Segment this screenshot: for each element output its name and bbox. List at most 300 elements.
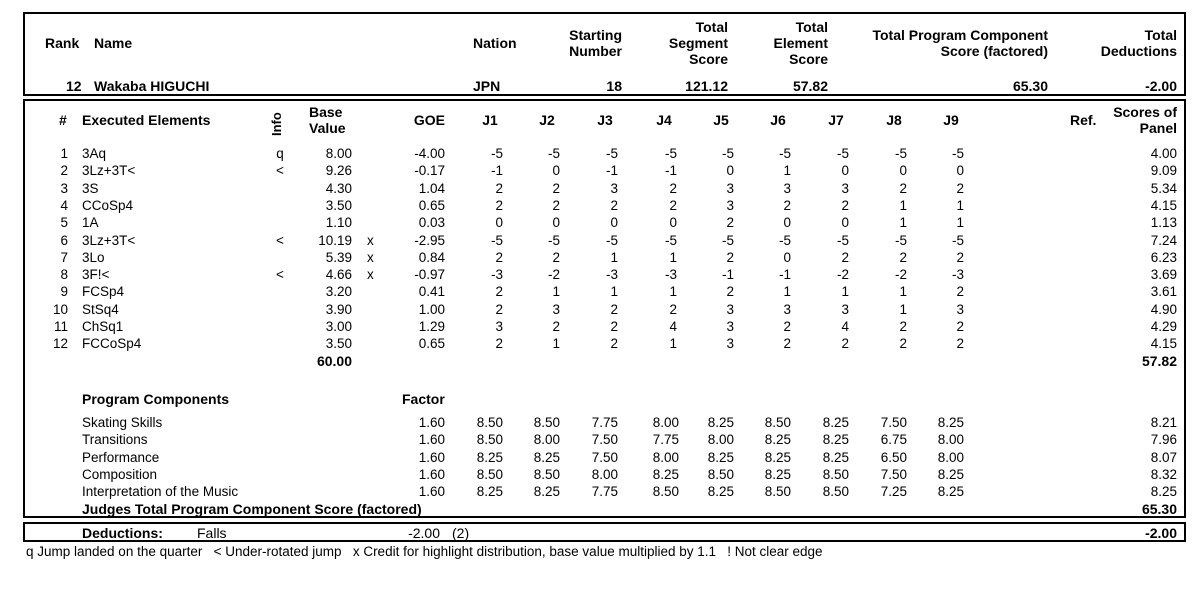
- component-judge-j5: 8.25: [707, 415, 734, 430]
- panel-elements-total: 57.82: [1141, 353, 1177, 369]
- element-goe: 0.03: [418, 215, 445, 231]
- element-base-value: 8.00: [325, 146, 352, 161]
- base-value-label: [309, 104, 346, 136]
- element-panel-score: 7.24: [1150, 232, 1177, 248]
- component-judge-j5: 8.50: [707, 466, 734, 482]
- element-bonus-x: x: [367, 267, 374, 283]
- element-judge-j5: 2: [726, 249, 734, 265]
- element-judge-j9: -5: [951, 146, 964, 161]
- element-judge-j3: 1: [610, 284, 618, 300]
- panel-line2: Panel: [1139, 120, 1177, 136]
- element-judge-j8: 2: [899, 249, 907, 265]
- element-judge-j1: 2: [495, 180, 503, 196]
- total-pcs-value: 65.30: [1012, 78, 1048, 94]
- element-panel-score: 3.69: [1150, 267, 1177, 283]
- component-judge-j8: 7.50: [880, 415, 907, 430]
- element-name: ChSq1: [82, 319, 124, 334]
- element-judge-j5: 0: [726, 163, 734, 179]
- element-judge-j5: 3: [726, 336, 734, 352]
- element-panel-score: 9.09: [1150, 163, 1177, 179]
- element-judge-j6: -5: [778, 232, 791, 248]
- element-judge-j4: 0: [669, 215, 677, 231]
- element-judge-j2: 0: [552, 215, 560, 231]
- component-judge-j2: 8.50: [533, 466, 560, 482]
- total-segment-score-label: [640, 19, 728, 67]
- component-row: [0, 431, 1200, 448]
- component-judge-j7: 8.25: [822, 432, 849, 448]
- element-name: StSq4: [82, 301, 119, 317]
- element-judge-j8: -5: [894, 146, 907, 161]
- component-judge-j9: 8.00: [937, 449, 964, 465]
- element-number: 6: [60, 232, 68, 248]
- element-judge-j9: 2: [956, 180, 964, 196]
- element-number: 7: [60, 249, 68, 265]
- component-judge-j5: 8.25: [707, 449, 734, 465]
- element-row: [0, 214, 1200, 231]
- element-judge-j5: 3: [726, 197, 734, 213]
- component-judge-j6: 8.25: [764, 449, 791, 465]
- tes-line2: Element: [773, 35, 828, 51]
- component-panel-score: 8.21: [1150, 415, 1177, 430]
- component-judge-j1: 8.25: [476, 449, 503, 465]
- element-judge-j8: 2: [899, 319, 907, 334]
- element-number: 9: [60, 284, 68, 300]
- element-row: [0, 283, 1200, 300]
- judge-header-j6: J6: [770, 112, 786, 128]
- element-judge-j3: -1: [605, 163, 618, 179]
- element-number: 1: [60, 146, 68, 161]
- tes-line3: Score: [789, 51, 828, 67]
- element-name: 3S: [82, 180, 99, 196]
- element-judge-j7: 0: [841, 215, 849, 231]
- component-judge-j8: 6.75: [880, 432, 907, 448]
- element-judge-j5: 3: [726, 301, 734, 317]
- judge-header-j5: J5: [713, 112, 729, 128]
- total-deductions-label: [1070, 27, 1177, 59]
- element-panel-score: 4.00: [1150, 146, 1177, 161]
- component-judge-j9: 8.25: [937, 415, 964, 430]
- component-judge-j5: 8.00: [707, 432, 734, 448]
- element-judge-j8: 2: [899, 180, 907, 196]
- component-judge-j6: 8.25: [764, 466, 791, 482]
- element-judge-j6: 3: [783, 180, 791, 196]
- element-judge-j8: 1: [899, 197, 907, 213]
- component-panel-score: 8.25: [1150, 484, 1177, 500]
- judge-header-j7: J7: [828, 112, 844, 128]
- element-judge-j3: 1: [610, 249, 618, 265]
- component-name: Transitions: [82, 432, 148, 448]
- element-row: [0, 197, 1200, 214]
- element-judge-j8: -2: [894, 267, 907, 283]
- element-judge-j6: 1: [783, 284, 791, 300]
- starting-number-label: [540, 27, 622, 59]
- tss-line3: Score: [689, 51, 728, 67]
- element-judge-j3: 2: [610, 301, 618, 317]
- element-judge-j9: 3: [956, 301, 964, 317]
- element-judge-j3: -3: [605, 267, 618, 283]
- element-goe: 0.65: [418, 336, 445, 352]
- component-judge-j4: 7.75: [652, 432, 679, 448]
- element-judge-j7: 3: [841, 301, 849, 317]
- component-judge-j7: 8.50: [822, 484, 849, 500]
- base-line1: Base: [309, 104, 343, 120]
- component-judge-j6: 8.50: [764, 415, 791, 430]
- component-judge-j7: 8.50: [822, 466, 849, 482]
- element-judge-j3: 0: [610, 215, 618, 231]
- element-base-value: 5.39: [325, 249, 352, 265]
- element-judge-j4: -5: [664, 232, 677, 248]
- judge-header-j9: J9: [943, 112, 959, 128]
- component-judge-j1: 8.50: [476, 415, 503, 430]
- element-judge-j1: 2: [495, 249, 503, 265]
- element-row: [0, 162, 1200, 179]
- element-judge-j4: 1: [669, 336, 677, 352]
- element-judge-j7: -5: [836, 146, 849, 161]
- element-judge-j1: 3: [495, 319, 503, 334]
- element-judge-j9: -5: [951, 232, 964, 248]
- element-judge-j6: 2: [783, 197, 791, 213]
- element-judge-j9: 2: [956, 319, 964, 334]
- deduction-type: Falls: [197, 525, 227, 541]
- element-judge-j2: 2: [552, 249, 560, 265]
- element-judge-j2: 2: [552, 319, 560, 334]
- element-judge-j4: 2: [669, 197, 677, 213]
- element-name: FCCoSp4: [82, 336, 142, 352]
- pcs-line2: Score (factored): [940, 43, 1048, 59]
- component-judge-j1: 8.50: [476, 432, 503, 448]
- element-judge-j6: -1: [778, 267, 791, 283]
- component-judge-j1: 8.25: [476, 484, 503, 500]
- element-judge-j6: 0: [783, 215, 791, 231]
- element-number: 12: [52, 336, 68, 352]
- element-info: q: [276, 146, 284, 161]
- tes-line1: Total: [795, 19, 828, 35]
- element-number: 11: [53, 319, 68, 334]
- component-row: [0, 466, 1200, 483]
- element-judge-j1: -5: [490, 146, 503, 161]
- component-panel-score: 7.96: [1150, 432, 1177, 448]
- element-judge-j4: -1: [664, 163, 677, 179]
- element-judge-j6: 2: [783, 319, 791, 334]
- element-judge-j5: 3: [726, 180, 734, 196]
- element-base-value: 10.19: [318, 232, 352, 248]
- executed-elements-label: Executed Elements: [82, 112, 211, 128]
- element-number: 3: [60, 180, 68, 196]
- element-judge-j7: 1: [841, 284, 849, 300]
- element-judge-j7: -2: [836, 267, 849, 283]
- component-judge-j2: 8.50: [533, 415, 560, 430]
- element-judge-j7: 0: [841, 163, 849, 179]
- deductions-total: -2.00: [1145, 525, 1177, 541]
- nation-label: Nation: [473, 35, 517, 51]
- component-judge-j7: 8.25: [822, 449, 849, 465]
- element-name: 3Lz+3T<: [82, 232, 136, 248]
- total-element-score-label: [740, 19, 828, 67]
- element-judge-j1: 2: [495, 284, 503, 300]
- ref-col-label: Ref.: [1070, 112, 1097, 128]
- component-name: Interpretation of the Music: [82, 484, 239, 500]
- component-judge-j4: 8.25: [652, 466, 679, 482]
- element-goe: 0.65: [418, 197, 445, 213]
- element-judge-j5: -5: [721, 146, 734, 161]
- element-judge-j5: -5: [721, 232, 734, 248]
- component-judge-j4: 8.50: [652, 484, 679, 500]
- pcs-line1: Total Program Component: [872, 27, 1048, 43]
- element-name: 1A: [82, 215, 99, 231]
- element-judge-j2: 1: [552, 336, 560, 352]
- element-number: 2: [60, 163, 68, 179]
- element-judge-j1: -5: [490, 232, 503, 248]
- element-judge-j2: 0: [552, 163, 560, 179]
- judge-header-j3: J3: [597, 112, 613, 128]
- element-judge-j3: 2: [610, 336, 618, 352]
- element-panel-score: 4.15: [1150, 197, 1177, 213]
- element-judge-j8: 2: [899, 336, 907, 352]
- element-judge-j3: -5: [605, 232, 618, 248]
- element-judge-j1: 0: [495, 215, 503, 231]
- element-row: [0, 249, 1200, 266]
- element-judge-j5: 3: [726, 319, 734, 334]
- element-judge-j8: 1: [899, 215, 907, 231]
- num-col-label: #: [59, 112, 67, 128]
- element-judge-j4: -3: [664, 267, 677, 283]
- element-goe: 1.29: [418, 319, 445, 334]
- component-factor: 1.60: [418, 484, 445, 500]
- component-factor: 1.60: [418, 449, 445, 465]
- element-judge-j8: -5: [894, 232, 907, 248]
- element-goe: -0.97: [414, 267, 445, 283]
- element-number: 4: [60, 197, 68, 213]
- element-judge-j5: -1: [721, 267, 734, 283]
- component-row: [0, 483, 1200, 500]
- element-judge-j6: 2: [783, 336, 791, 352]
- component-judge-j3: 8.00: [591, 466, 618, 482]
- component-judge-j3: 7.75: [591, 484, 618, 500]
- goe-col-label: GOE: [413, 112, 445, 128]
- element-name: 3F!<: [82, 267, 110, 283]
- judge-header-j1: J1: [482, 112, 498, 128]
- element-name: 3Lo: [82, 249, 105, 265]
- component-judge-j5: 8.25: [707, 484, 734, 500]
- element-base-value: 4.30: [325, 180, 352, 196]
- element-judge-j8: 1: [899, 284, 907, 300]
- element-panel-score: 1.13: [1150, 215, 1177, 231]
- element-judge-j2: -5: [547, 232, 560, 248]
- element-base-value: 4.66: [325, 267, 352, 283]
- element-judge-j7: 2: [841, 197, 849, 213]
- element-name: 3Lz+3T<: [82, 163, 136, 179]
- element-name: CCoSp4: [82, 197, 134, 213]
- component-factor: 1.60: [418, 415, 445, 430]
- starting-number-value: 18: [606, 78, 622, 94]
- element-base-value: 3.20: [325, 284, 352, 300]
- element-judge-j1: 2: [495, 336, 503, 352]
- element-judge-j4: 1: [669, 249, 677, 265]
- element-number: 8: [60, 267, 68, 283]
- judges-total-pcs-value: 65.30: [1141, 501, 1177, 517]
- program-components-title: Program Components: [82, 391, 230, 407]
- component-judge-j8: 7.50: [880, 466, 907, 482]
- element-judge-j3: 3: [610, 180, 618, 196]
- component-name: Skating Skills: [82, 415, 163, 430]
- total-deductions-value: -2.00: [1145, 78, 1177, 94]
- total-element-score-value: 57.82: [792, 78, 828, 94]
- panel-line1: Scores of: [1113, 104, 1177, 120]
- starting-label-line1: Starting: [569, 27, 622, 43]
- element-judge-j7: -5: [836, 232, 849, 248]
- component-judge-j2: 8.25: [533, 484, 560, 500]
- component-judge-j8: 6.50: [880, 449, 907, 465]
- element-row: [0, 318, 1200, 335]
- element-judge-j4: -5: [664, 146, 677, 161]
- component-judge-j6: 8.50: [764, 484, 791, 500]
- element-judge-j7: 3: [841, 180, 849, 196]
- element-info: <: [276, 232, 284, 248]
- element-number: 10: [52, 301, 68, 317]
- ded-line2: Deductions: [1100, 43, 1177, 59]
- element-base-value: 9.26: [325, 163, 352, 179]
- element-judge-j7: 2: [841, 336, 849, 352]
- component-factor: 1.60: [418, 432, 445, 448]
- ded-line1: Total: [1144, 27, 1177, 43]
- element-row: [0, 180, 1200, 197]
- element-panel-score: 4.90: [1150, 301, 1177, 317]
- component-judge-j4: 8.00: [652, 449, 679, 465]
- judge-header-j2: J2: [539, 112, 555, 128]
- element-judge-j4: 2: [669, 180, 677, 196]
- element-judge-j7: 2: [841, 249, 849, 265]
- legend-text: q Jump landed on the quarter < Under-rotated jump x Credit for highlight distribution, base value multiplied by 1.1 ! Not clear edge: [26, 544, 823, 559]
- element-judge-j1: -1: [490, 163, 503, 179]
- element-info: <: [276, 163, 284, 179]
- element-judge-j4: 2: [669, 301, 677, 317]
- total-segment-score-value: 121.12: [685, 78, 728, 94]
- element-judge-j2: 3: [552, 301, 560, 317]
- component-name: Composition: [82, 466, 158, 482]
- element-judge-j9: 0: [956, 163, 964, 179]
- base-value-total: 60.00: [316, 353, 352, 369]
- component-factor: 1.60: [418, 466, 445, 482]
- component-panel-score: 8.32: [1150, 466, 1177, 482]
- element-row: [0, 232, 1200, 249]
- element-judge-j4: 1: [669, 284, 677, 300]
- element-base-value: 3.00: [325, 319, 352, 334]
- rank-value: 12: [66, 78, 82, 94]
- element-goe: -2.95: [414, 232, 445, 248]
- deduction-count: (2): [452, 525, 470, 541]
- component-name: Performance: [82, 449, 160, 465]
- element-goe: 0.84: [418, 249, 445, 265]
- element-judge-j3: 2: [610, 319, 618, 334]
- element-row: [0, 301, 1200, 318]
- element-panel-score: 3.61: [1150, 284, 1177, 300]
- judge-header-j8: J8: [886, 112, 902, 128]
- element-bonus-x: x: [367, 232, 374, 248]
- component-judge-j1: 8.50: [476, 466, 503, 482]
- element-judge-j6: 0: [783, 249, 791, 265]
- tss-line2: Segment: [668, 35, 728, 51]
- component-judge-j3: 7.50: [591, 432, 618, 448]
- judge-header-j4: J4: [656, 112, 672, 128]
- element-judge-j3: 2: [610, 197, 618, 213]
- element-judge-j1: 2: [495, 197, 503, 213]
- component-judge-j7: 8.25: [822, 415, 849, 430]
- starting-label-line2: Number: [569, 43, 622, 59]
- element-judge-j9: 1: [956, 197, 964, 213]
- element-row: [0, 266, 1200, 283]
- element-judge-j2: 2: [552, 197, 560, 213]
- component-judge-j2: 8.25: [533, 449, 560, 465]
- element-row: [0, 145, 1200, 162]
- element-panel-score: 4.29: [1150, 319, 1177, 334]
- element-judge-j5: 2: [726, 284, 734, 300]
- element-judge-j2: -5: [547, 146, 560, 161]
- element-judge-j3: -5: [605, 146, 618, 161]
- element-judge-j9: -3: [951, 267, 964, 283]
- component-judge-j8: 7.25: [880, 484, 907, 500]
- component-judge-j9: 8.00: [937, 432, 964, 448]
- info-col-label: Info: [269, 112, 284, 136]
- element-judge-j6: 1: [783, 163, 791, 179]
- element-base-value: 3.50: [325, 336, 352, 352]
- scores-of-panel-label: [1090, 104, 1177, 136]
- element-judge-j2: 2: [552, 180, 560, 196]
- element-judge-j6: 3: [783, 301, 791, 317]
- deduction-value: -2.00: [408, 525, 440, 541]
- element-goe: 0.41: [418, 284, 445, 300]
- component-judge-j2: 8.00: [533, 432, 560, 448]
- name-label: Name: [94, 35, 133, 51]
- element-judge-j9: 2: [956, 249, 964, 265]
- element-judge-j8: 1: [899, 301, 907, 317]
- element-judge-j9: 2: [956, 336, 964, 352]
- element-name: 3Aq: [82, 146, 107, 161]
- element-bonus-x: x: [367, 249, 374, 265]
- element-judge-j1: -3: [490, 267, 503, 283]
- component-judge-j9: 8.25: [937, 466, 964, 482]
- element-goe: 1.04: [418, 180, 445, 196]
- element-judge-j1: 2: [495, 301, 503, 317]
- tss-line1: Total: [695, 19, 728, 35]
- deductions-label: Deductions:: [82, 525, 163, 541]
- component-row: [0, 414, 1200, 431]
- element-judge-j6: -5: [778, 146, 791, 161]
- element-panel-score: 4.15: [1150, 336, 1177, 352]
- element-panel-score: 6.23: [1150, 249, 1177, 265]
- element-judge-j2: 1: [552, 284, 560, 300]
- component-judge-j6: 8.25: [764, 432, 791, 448]
- element-base-value: 1.10: [325, 215, 352, 231]
- nation-value: JPN: [473, 78, 501, 94]
- component-judge-j3: 7.50: [591, 449, 618, 465]
- element-judge-j2: -2: [547, 267, 560, 283]
- element-goe: -4.00: [414, 146, 445, 161]
- element-judge-j9: 1: [956, 215, 964, 231]
- component-panel-score: 8.07: [1150, 449, 1177, 465]
- component-judge-j3: 7.75: [591, 415, 618, 430]
- element-number: 5: [60, 215, 68, 231]
- element-row: [0, 335, 1200, 352]
- judges-total-pcs-label: Judges Total Program Component Score (factored): [82, 501, 422, 517]
- base-line2: Value: [309, 120, 346, 136]
- element-judge-j4: 4: [669, 319, 677, 334]
- element-judge-j5: 2: [726, 215, 734, 231]
- element-goe: -0.17: [414, 163, 445, 179]
- element-judge-j9: 2: [956, 284, 964, 300]
- element-panel-score: 5.34: [1150, 180, 1177, 196]
- element-judge-j7: 4: [841, 319, 849, 334]
- skater-name: Wakaba HIGUCHI: [94, 78, 210, 94]
